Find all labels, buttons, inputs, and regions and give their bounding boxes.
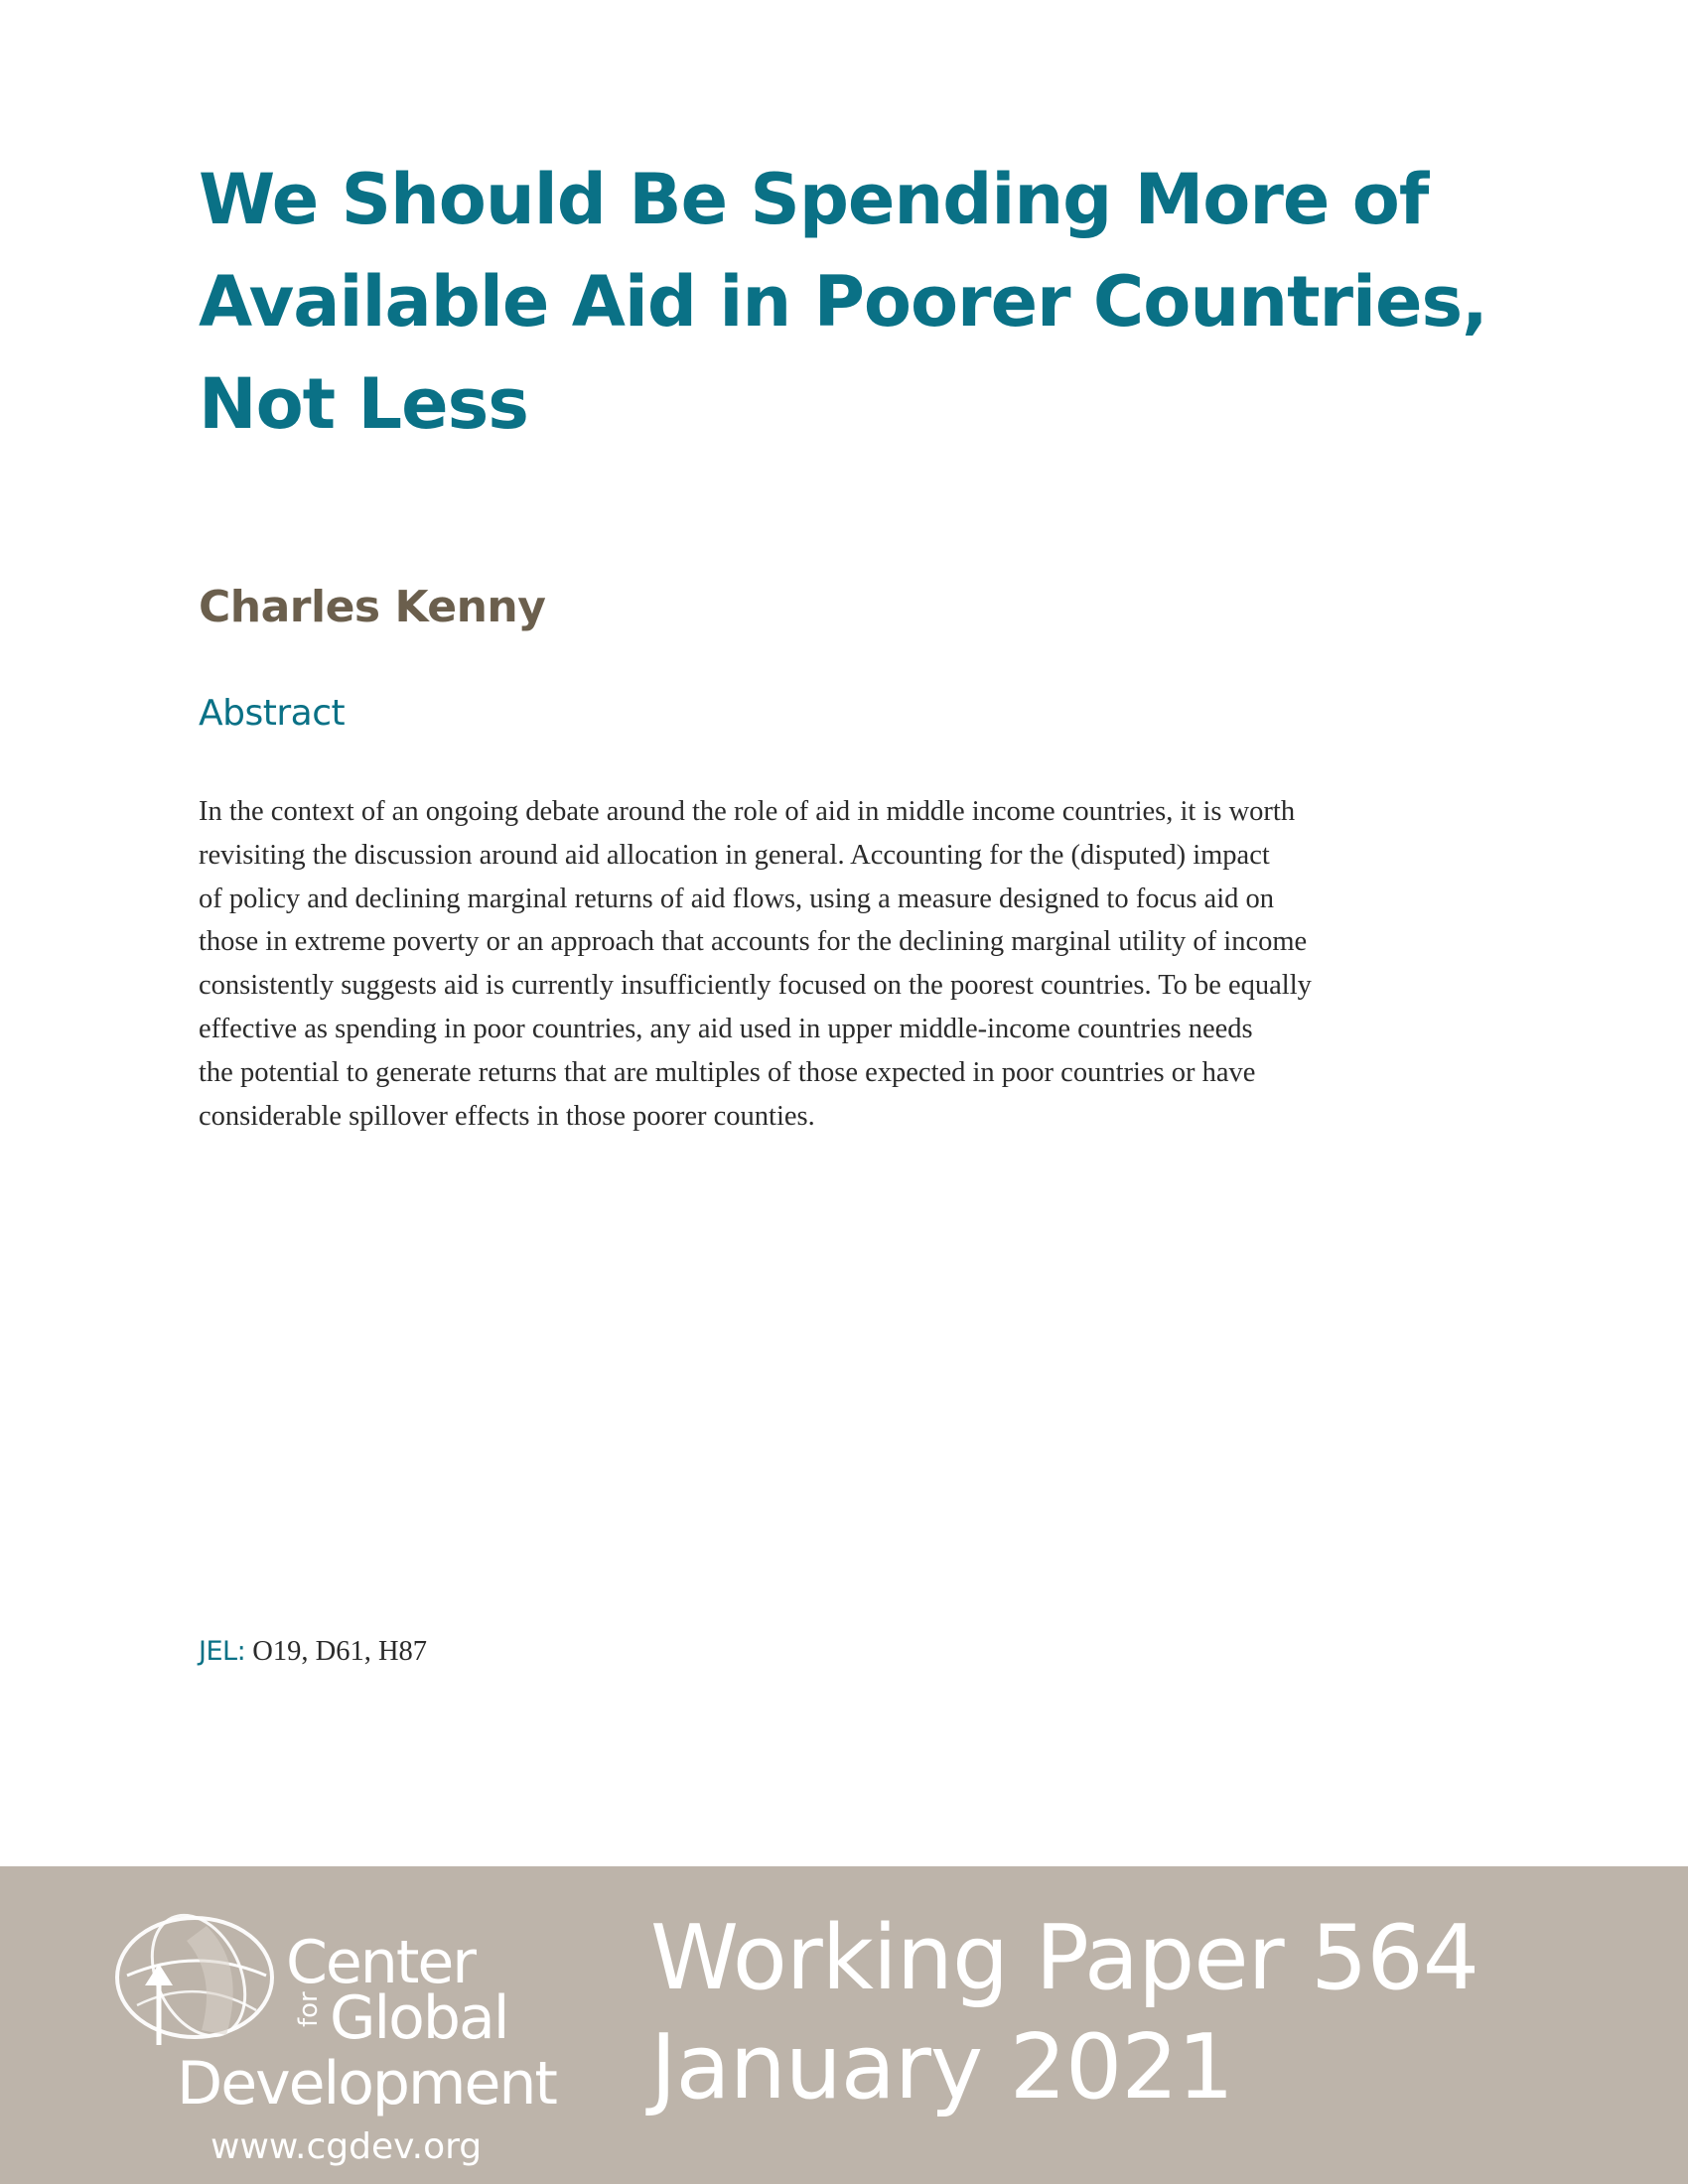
abstract-line: those in extreme poverty or an approach that accounts for the declining marginal utility of income	[199, 926, 1308, 958]
globe-arrow-icon	[107, 1906, 276, 2055]
abstract-line: effective as spending in poor countries, any aid used in upper middle-income countries needs	[199, 1013, 1253, 1044]
org-url: www.cgdev.org	[211, 2126, 483, 2167]
title-line: Available Aid in Poorer Countries,	[199, 261, 1487, 342]
jel-codes	[199, 1636, 427, 1668]
org-name-for: for	[294, 1991, 324, 2027]
jel-values: O19, D61, H87	[252, 1636, 428, 1667]
abstract-line: consistently suggests aid is currently insufficiently focused on the poorest countries. To be equally	[199, 970, 1312, 1002]
abstract-body	[199, 790, 1499, 1138]
jel-label: JEL:	[199, 1636, 246, 1667]
abstract-line: considerable spillover effects in those poorer counties.	[199, 1100, 815, 1132]
abstract-line: the potential to generate returns that are multiples of those expected in poor countries or have	[199, 1056, 1256, 1088]
org-name-development: Development	[177, 2049, 556, 2118]
abstract-heading: Abstract	[199, 693, 346, 734]
author-name: Charles Kenny	[199, 582, 546, 632]
abstract-line: In the context of an ongoing debate around the role of aid in middle income countries, it is worth	[199, 796, 1296, 827]
org-name-center: Center	[286, 1928, 475, 1997]
working-paper-number: Working Paper 564	[650, 1906, 1478, 2010]
abstract-line: revisiting the discussion around aid allocation in general. Accounting for the (disputed) impact	[199, 839, 1270, 871]
footer-banner	[0, 1866, 1688, 2184]
abstract-line: of policy and declining marginal returns of aid flows, using a measure designed to focus aid on	[199, 883, 1274, 914]
org-name-global: Global	[330, 1983, 508, 2053]
title-line: We Should Be Spending More of	[199, 159, 1429, 240]
title-line: Not Less	[199, 363, 528, 445]
paper-title	[199, 149, 1509, 456]
publication-date: January 2021	[650, 2015, 1233, 2119]
